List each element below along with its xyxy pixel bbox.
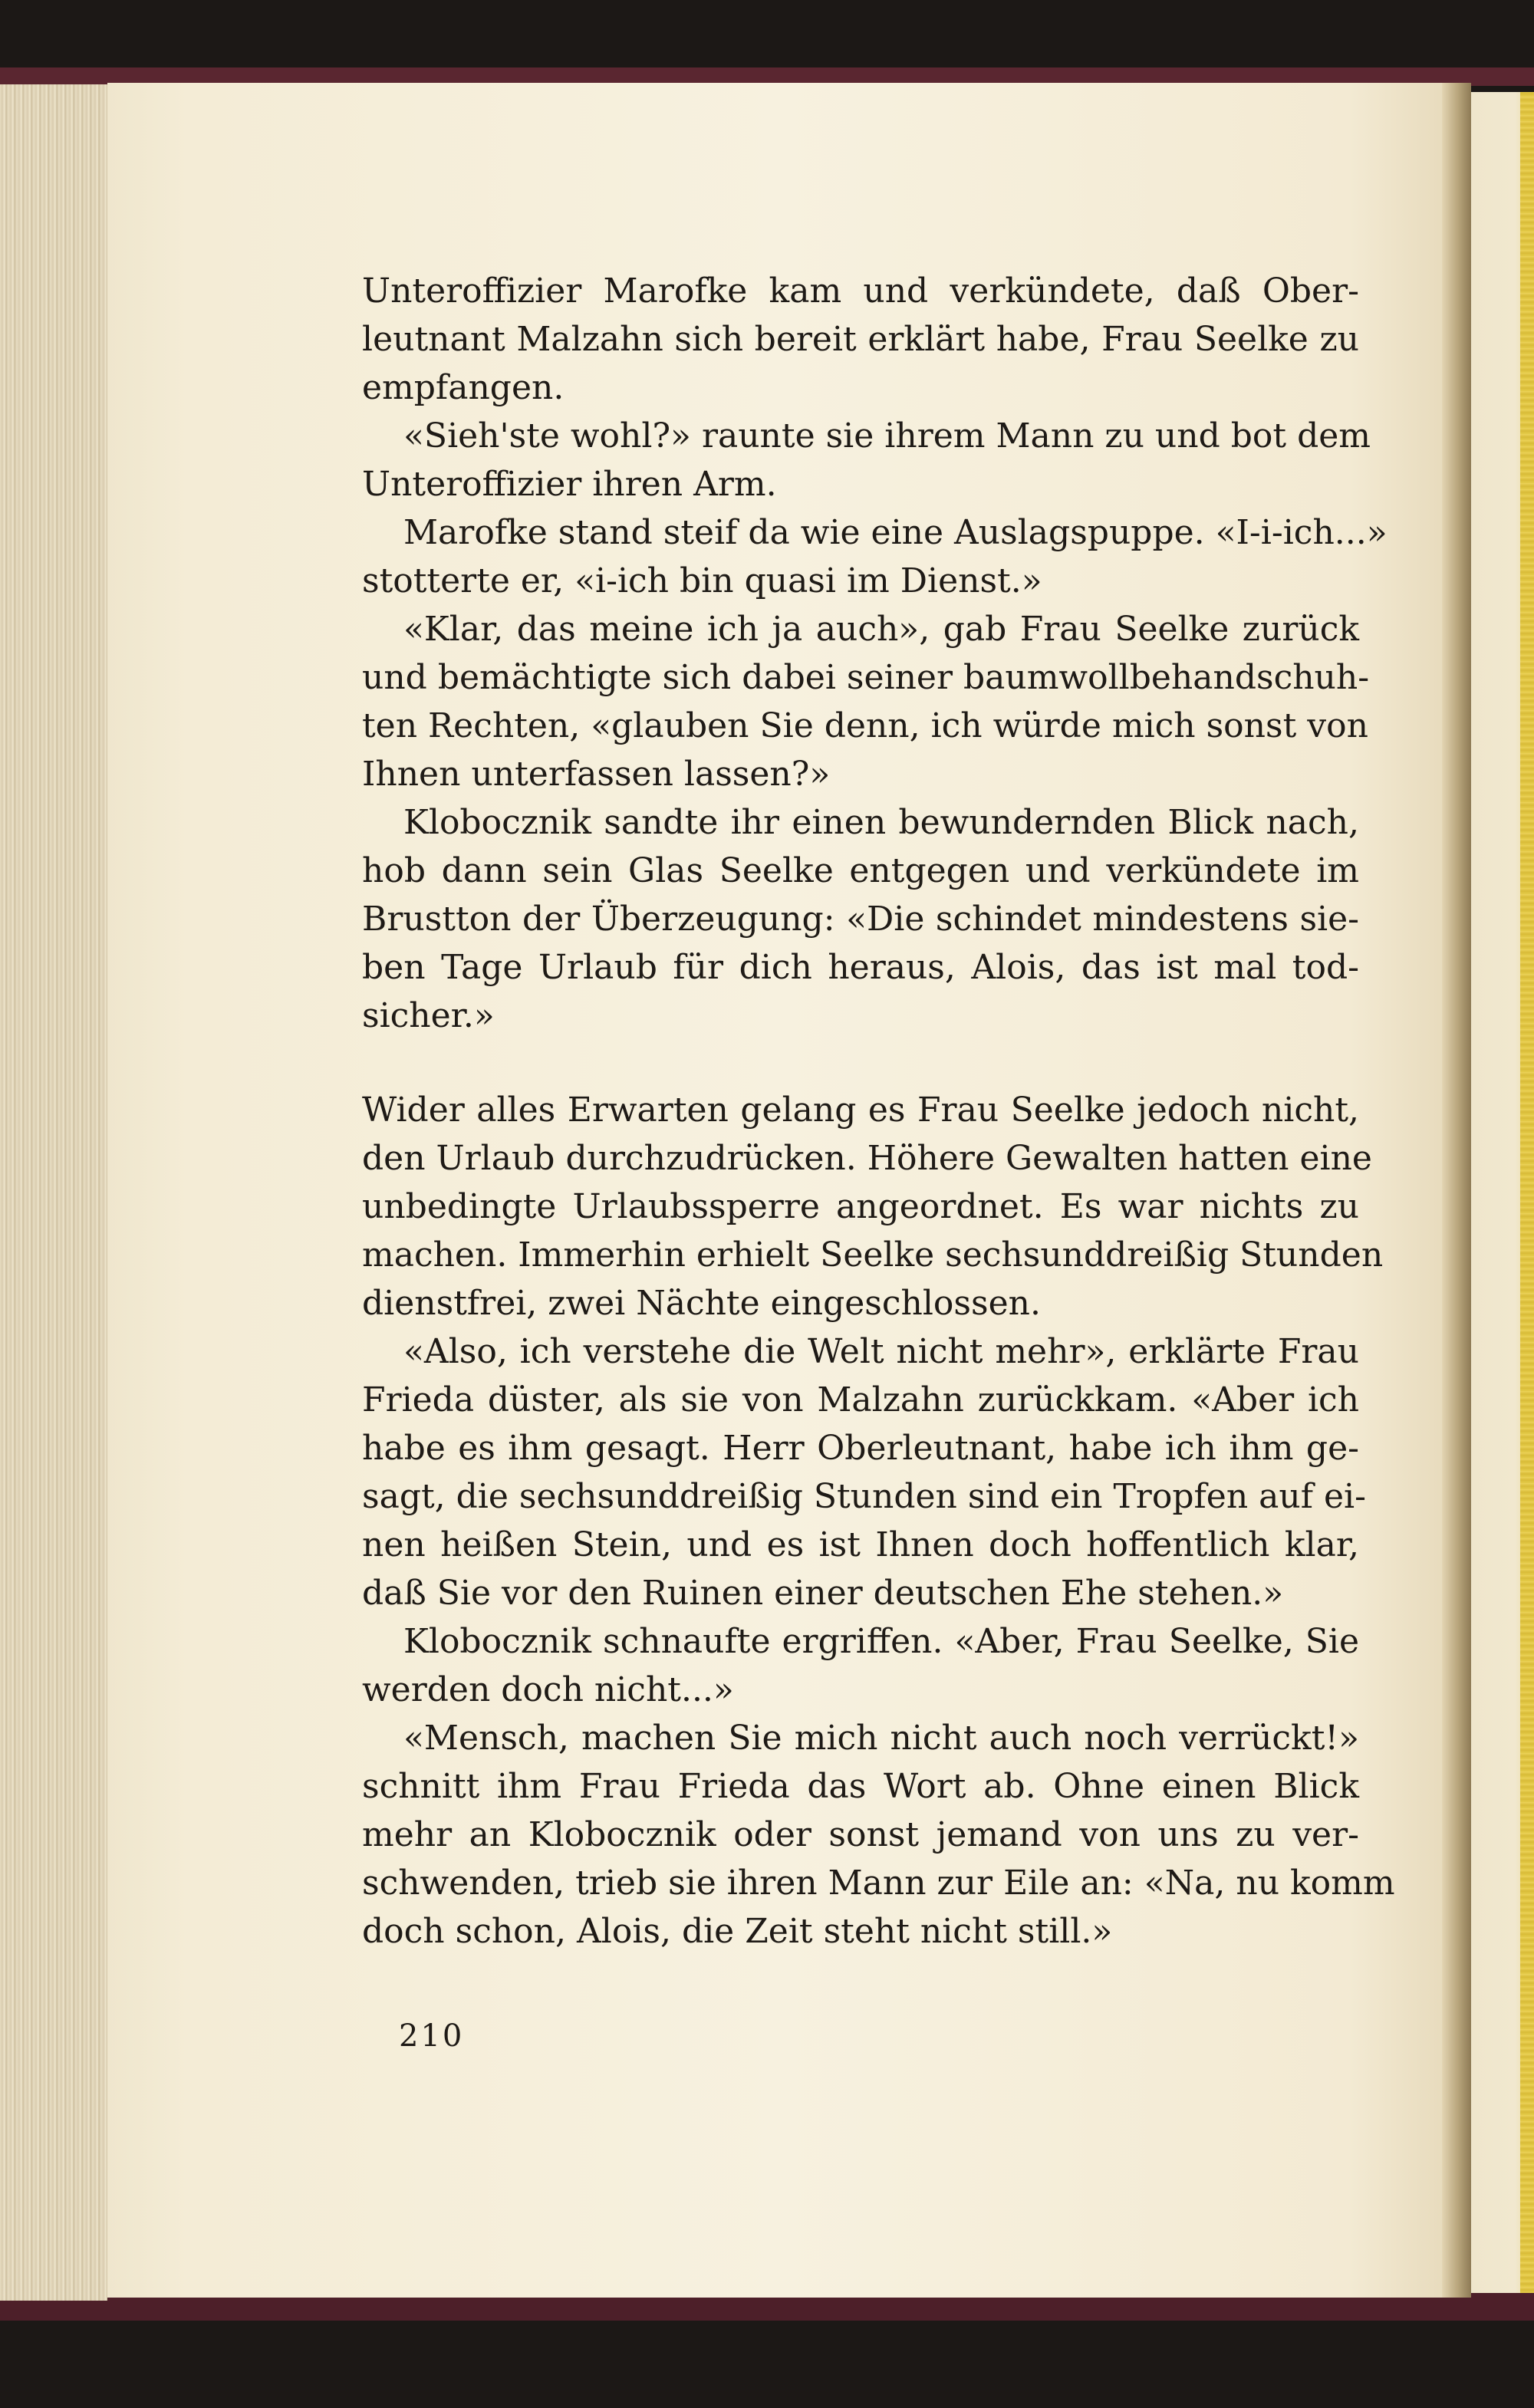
text-line: empfangen.: [362, 368, 565, 407]
page-number: 210: [399, 2018, 465, 2054]
section-break: [362, 1040, 1359, 1086]
text-line: leutnant Malzahn sich bereit erklärt habe, Frau Seelke zu: [362, 320, 1359, 359]
paragraph-6: [362, 1086, 1384, 1327]
text-line: werden doch nicht...»: [362, 1670, 734, 1709]
text-line: hob dann sein Glas Seelke entgegen und verkündete im: [362, 851, 1359, 890]
text-line: ten Rechten, «glauben Sie denn, ich würde mich sonst von: [362, 706, 1368, 745]
text-line: dienstfrei, zwei Nächte eingeschlossen.: [362, 1284, 1041, 1323]
text-line: «Also, ich verstehe die Welt nicht mehr», erklärte Frau: [403, 1332, 1359, 1371]
paragraph-7: [362, 1327, 1366, 1617]
text-line: «Sieh'ste wohl?» raunte sie ihrem Mann zu und bot dem: [403, 416, 1371, 456]
paragraph-4: [362, 605, 1370, 798]
text-line: Brustton der Überzeugung: «Die schindet mindestens sie-: [362, 900, 1359, 939]
text-line: sicher.»: [362, 996, 495, 1035]
text-line: sagt, die sechsunddreißig Stunden sind ein Tropfen auf ei-: [362, 1477, 1366, 1516]
text-line: schnitt ihm Frau Frieda das Wort ab. Ohne einen Blick: [362, 1767, 1359, 1806]
text-line: machen. Immerhin erhielt Seelke sechsunddreißig Stunden: [362, 1235, 1384, 1275]
text-line: Wider alles Erwarten gelang es Frau Seelke jedoch nicht,: [362, 1091, 1359, 1130]
paragraph-5: [362, 798, 1359, 1040]
body-text: [362, 267, 1395, 1956]
text-line: habe es ihm gesagt. Herr Oberleutnant, habe ich ihm ge-: [362, 1429, 1359, 1468]
text-line: Marofke stand steif da wie eine Auslagspuppe. «I-i-ich...»: [403, 513, 1388, 552]
text-line: Unteroffizier ihren Arm.: [362, 465, 777, 504]
book-gutter: [1442, 83, 1471, 2298]
page-stack-edges: [0, 84, 107, 2301]
text-line: ben Tage Urlaub für dich heraus, Alois, das ist mal tod-: [362, 948, 1359, 987]
text-line: daß Sie vor den Ruinen einer deutschen Ehe stehen.»: [362, 1574, 1284, 1613]
text-line: mehr an Klobocznik oder sonst jemand von uns zu ver-: [362, 1815, 1359, 1854]
text-line: nen heißen Stein, und es ist Ihnen doch hoffentlich klar,: [362, 1525, 1359, 1564]
paragraph-1: [362, 267, 1359, 412]
text-line: Klobocznik schnaufte ergriffen. «Aber, Frau Seelke, Sie: [403, 1622, 1359, 1661]
text-line: doch schon, Alois, die Zeit steht nicht still.»: [362, 1912, 1113, 1951]
text-line: unbedingte Urlaubssperre angeordnet. Es war nichts zu: [362, 1187, 1359, 1226]
text-line: Ihnen unterfassen lassen?»: [362, 755, 831, 794]
text-line: «Klar, das meine ich ja auch», gab Frau Seelke zurück: [403, 610, 1359, 649]
text-line: und bemächtigte sich dabei seiner baumwollbehandschuh-: [362, 658, 1370, 697]
gilded-page-edge: [1520, 92, 1534, 2293]
text-line: schwenden, trieb sie ihren Mann zur Eile an: «Na, nu komm: [362, 1864, 1395, 1903]
paragraph-2: [362, 412, 1371, 508]
text-line: Klobocznik sandte ihr einen bewundernden Blick nach,: [403, 803, 1359, 842]
paragraph-8: [362, 1617, 1359, 1714]
paragraph-3: [362, 508, 1388, 605]
text-line: Unteroffizier Marofke kam und verkündete, daß Ober-: [362, 271, 1359, 311]
text-line: Frieda düster, als sie von Malzahn zurückkam. «Aber ich: [362, 1380, 1359, 1419]
text-line: den Urlaub durchzudrücken. Höhere Gewalten hatten eine: [362, 1139, 1372, 1178]
text-line: stotterte er, «i-ich bin quasi im Dienst.»: [362, 561, 1042, 600]
text-line: «Mensch, machen Sie mich nicht auch noch verrückt!»: [403, 1719, 1359, 1758]
paragraph-9: [362, 1714, 1395, 1956]
